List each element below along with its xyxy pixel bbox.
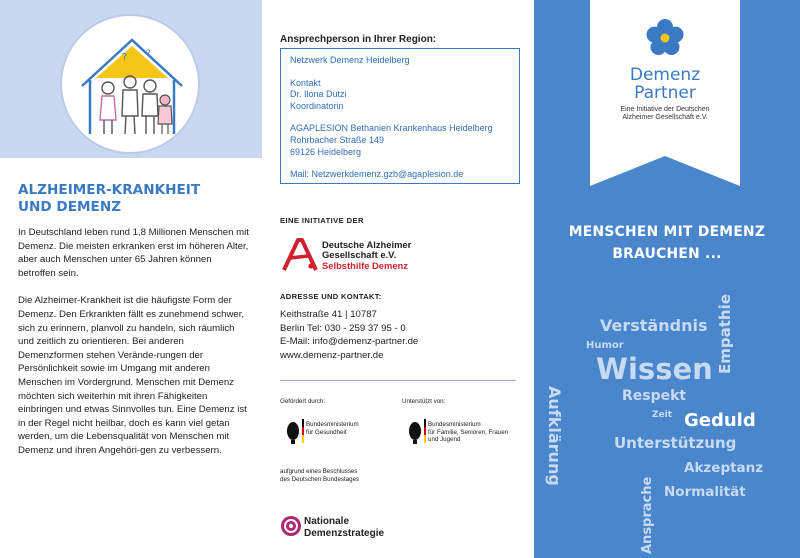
left-heading-line1: ALZHEIMER-KRANKHEIT <box>18 182 201 198</box>
word-humor: Humor <box>586 340 624 351</box>
nds-line2: Demenzstrategie <box>304 527 385 539</box>
eagle-icon <box>284 419 302 447</box>
bmfsfj-line2: für Familie, Senioren, Frauen <box>428 428 509 436</box>
left-panel <box>0 0 262 558</box>
left-paragraph-2: Die Alzheimer-Krankheit ist die häufigste Form der Demenz. Den Erkrankten fällt es zunehmend schwer, sich zu erinnern, planvoll zu handeln, sich räumlich und zeitlich zu orientieren. Bei anderen Demenzformen stehen Verände-rungen der Persönlichkeit sowie im Umgang mit anderen Menschen im Vordergrund. Menschen mit Demenz möchten sich weiterhin mit ihren Fähigkeiten einbringen und etwas Sinnvolles tun. Eine Demenz ist in der Regel nicht heilbar, doch es kann viel getan werden, um die Lebensqualität von Menschen mit Demenz und ihren Angehöri-gen zu verbessern. <box>18 295 247 456</box>
note-line1: aufgrund eines Beschlusses <box>280 468 358 475</box>
flag-stripe-icon <box>302 419 304 443</box>
contact-title: Ansprechperson in Ihrer Region: <box>280 34 437 45</box>
headline-line2: BRAUCHEN ... <box>612 246 722 262</box>
sponsor-bmg <box>280 398 400 459</box>
contact-network: Netzwerk Demenz Heidelberg <box>290 55 410 65</box>
contact-box <box>280 48 520 184</box>
word-akzeptanz: Akzeptanz <box>684 460 764 476</box>
nds-icon <box>280 514 302 538</box>
contact-mail[interactable]: Mail: Netzwerkdemenz.gzb@agaplesion.de <box>290 169 464 180</box>
bmg-line2: für Gesundheit <box>306 428 347 436</box>
dalz-name-line3: Selbsthilfe Demenz <box>322 259 408 271</box>
family-house-icon <box>62 16 200 154</box>
divider <box>280 380 516 381</box>
contact-street: Rohrbacher Straße 149 <box>290 134 385 145</box>
left-paragraph-1: In Deutschland leben rund 1,8 Millionen Menschen mit Demenz. Die meisten erkranken erst im höheren Alter, aber auch Menschen unter 65 Jahren können betroffen sein. <box>18 227 249 279</box>
contact-city: 69126 Heidelberg <box>290 146 362 157</box>
word-cloud <box>534 294 800 558</box>
sponsor-bmfsfj <box>402 398 522 459</box>
bmfsfj-line3: und Jugend <box>428 436 461 444</box>
sponsor-bmg-label: Gefördert durch: <box>280 398 326 405</box>
left-body <box>18 226 250 472</box>
note-line2: des Deutschen Bundestages <box>280 476 360 483</box>
word-normalitaet: Normalität <box>664 484 746 500</box>
word-respekt: Respekt <box>622 388 687 404</box>
word-zeit: Zeit <box>652 410 673 420</box>
contact-label: Kontakt <box>290 77 321 88</box>
middle-panel <box>262 0 534 558</box>
bmg-line1: Bundesministerium <box>306 421 359 428</box>
left-heading <box>18 182 248 216</box>
word-wissen: Wissen <box>596 352 713 386</box>
contact-role: Koordinatorin <box>290 100 344 111</box>
right-panel <box>534 0 800 558</box>
word-unterstuetzung: Unterstützung <box>614 434 737 452</box>
svg-text:?: ? <box>122 52 128 63</box>
nationale-demenzstrategie-logo <box>280 514 430 544</box>
contact-org: AGAPLESION Bethanien Krankenhaus Heidelberg <box>290 123 493 134</box>
left-heading-line2: UND DEMENZ <box>18 199 122 215</box>
dalz-a-icon <box>280 236 320 274</box>
dalz-name-line1: Deutsche Alzheimer <box>322 239 412 250</box>
demenz-partner-logo <box>590 66 740 123</box>
logo-sub1: Eine Initiative der Deutschen <box>620 106 710 113</box>
svg-text:?: ? <box>146 49 151 59</box>
headline-line1: MENSCHEN MIT DEMENZ <box>568 224 766 240</box>
sponsor-bmfsfj-label: Unterstützt von: <box>402 398 446 405</box>
flag-stripe-icon <box>424 419 426 443</box>
word-geduld: Geduld <box>684 410 756 431</box>
word-ansprache: Ansprache <box>640 476 655 554</box>
contact-name: Dr. Ilona Dutzi <box>290 89 347 100</box>
address-web[interactable]: www.demenz-partner.de <box>280 350 384 362</box>
word-empathie: Empathie <box>716 294 734 374</box>
initiative-label: EINE INITIATIVE DER <box>280 216 364 225</box>
address-block <box>280 308 418 363</box>
dalz-name-line2: Gesellschaft e.V. <box>322 249 397 261</box>
logo-line1: Demenz <box>629 65 701 85</box>
nds-line1: Nationale <box>304 516 350 527</box>
dalz-logo <box>280 236 480 274</box>
logo-sub2: Alzheimer Gesellschaft e.V. <box>622 114 708 122</box>
address-street: Keithstraße 41 | 10787 <box>280 309 377 320</box>
address-phone: Berlin Tel: 030 - 259 37 95 - 0 <box>280 322 406 334</box>
word-aufklaerung: Aufklärung <box>545 386 564 486</box>
word-verstaendnis: Verständnis <box>600 316 708 335</box>
address-email[interactable]: E-Mail: info@demenz-partner.de <box>280 336 419 348</box>
bmfsfj-line1: Bundesministerium <box>428 421 481 428</box>
right-headline <box>534 221 800 265</box>
family-illustration <box>60 14 200 154</box>
eagle-icon <box>406 419 424 447</box>
logo-line2: Partner <box>634 83 696 103</box>
bundestag-note <box>280 468 359 484</box>
address-label: ADRESSE UND KONTAKT: <box>280 292 382 301</box>
